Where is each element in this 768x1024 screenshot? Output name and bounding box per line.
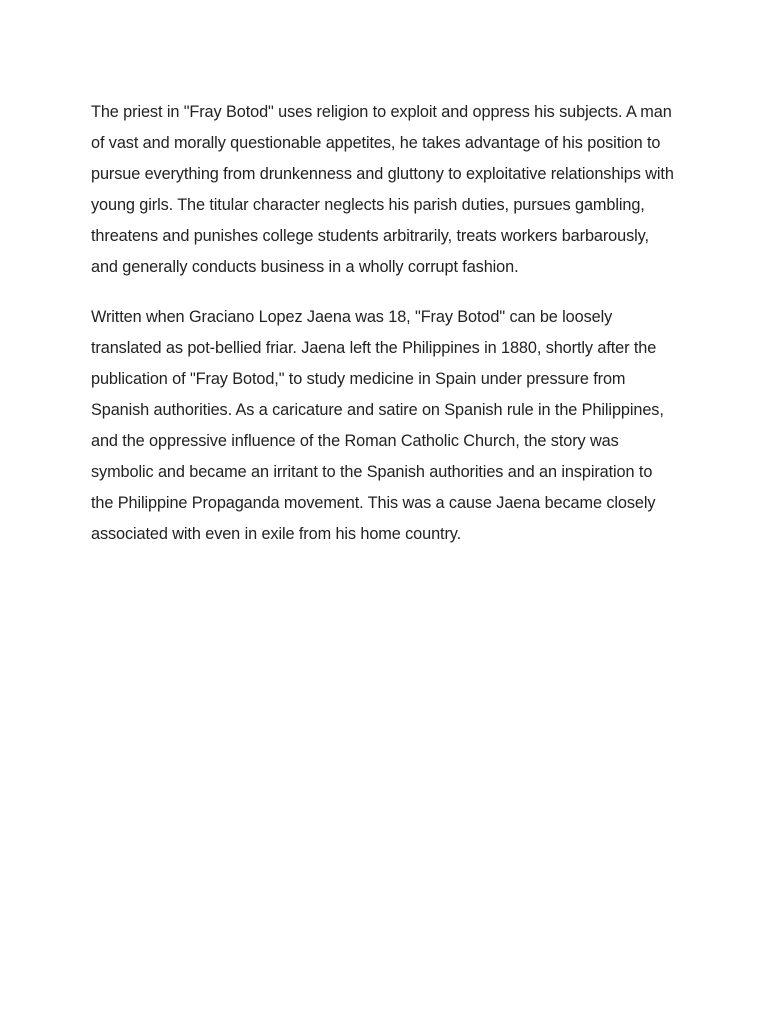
paragraph-jaena-background: Written when Graciano Lopez Jaena was 18, "Fray Botod" can be loosely translated as pot-bellied friar. Jaena left the Philippines in 1880, shortly after the publication of "Fray Botod," to study medicine in Spain under pressure from Spanish authorities. As a caricature and satire on Spanish rule in the Philippines, and the oppressive influence of the Roman Catholic Church, the story was symbolic and became an irritant to the Spanish authorities and an inspiration to the Philippine Propaganda movement. This was a cause Jaena became closely associated with even in exile from his home country. — [91, 308, 664, 543]
document-body — [91, 97, 676, 550]
paragraph-fray-botod-priest: The priest in "Fray Botod" uses religion to exploit and oppress his subjects. A man of vast and morally questionable appetites, he takes advantage of his position to pursue everything from drunkenness and gluttony to exploitative relationships with young girls. The titular character neglects his parish duties, pursues gambling, threatens and punishes college students arbitrarily, treats workers barbarously, and generally conducts business in a wholly corrupt fashion. — [91, 103, 674, 276]
